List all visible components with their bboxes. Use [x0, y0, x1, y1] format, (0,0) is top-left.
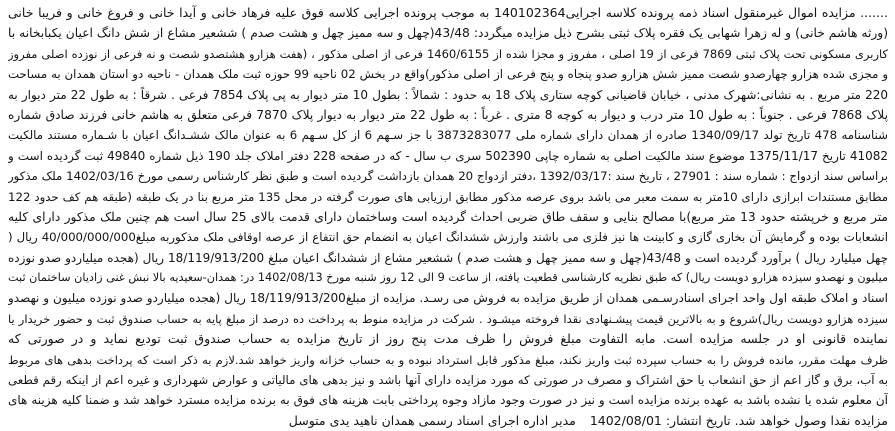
notice-line: شناسنامه 478 تاریخ تولد 1340/09/17 صادره از همدان دارای شماره ملی 3873283077 با جز سـهم 6 از کل سـهم 6 به عنوان مالک ششـدانگ اعیان با شـماره مستند مالکیت — [8, 128, 888, 143]
notice-line: 41082 تاریخ 1375/11/17 موضوع سند مالکیت اصلی به شماره چاپی 502390 سری ب سال - که در صفحه 228 دفتر املاک جلد 190 ذیل شماره 49840 ثبت گردیده است و — [8, 148, 888, 163]
notice-closing-line — [8, 411, 888, 431]
notice-line: سیزده هزارو دویست ریال)شروع و به بالاترین قیمت پیشـنهادی نقدا فروخته میشـود . شرکت در مزایده منوط به پرداخت ده درصد از مبلغ پایه به حساب صندوق ثبت و حضور خریدار یا — [8, 311, 888, 326]
notice-line: چهل میلیارد ریال ) برآورد گردیده است و 43/48(چهل و سه ممیز چهل و هشت صدم ) ششعیر مشاع از ششدانگ اعیان مبلغ 18/119/913/200 ریال (هجده میلیاردو صدو نوزده — [8, 250, 888, 265]
notice-line: نماینده قانونی او در جلسه مزایده است. مابه التفاوت مبلغ فروش را ظرف مدت پنج روز از تاریخ مزایده به حساب صندوق ثبت تودیع نماید و در صورتی که — [8, 331, 888, 347]
notice-line: مطابق مستندات ابرازی دارای 10متر به سمت معبر می باشد بروی عرصه مذکور مطابق ارزیابی های صورت گرفته در محل 135 متر مربع بنا در یک طبقه (طبقه هم کف حدود 122 — [8, 189, 888, 204]
notice-line: پلاک 7868 فرعی . جنوباً : به طول 10 متر درب و دیوار به کوچه 8 متری . غرباً : به طول 22 متر دیوار به دیوار پلاک 7870 فرعی متعلق به هاشم خانی فرزند صادق شماره — [8, 107, 888, 122]
publication-date-text: مزایده نقدا وصول خواهد شد. تاریخ انتشار: 1402/08/01 — [589, 412, 888, 428]
notice-line: آن معلوم شده یا نشده باشد به عهده برنده مزایده است و نیز در صورت وجود مازاد وجوه پرداختی بابت هزینه های فوق به برنده مزایده مسترد خواهد شد و ضمنا کلیه هزینه های — [8, 393, 888, 408]
notice-line: به آب، برق و گاز اعم از حق انشعاب یا حق اشتراک و مصرف در صورتی که مورد مزایده دارای آنها باشد و نیز بدهی های مالیاتی و عوارض شهرداری و غیره اعم از اینکه رقم قطعی — [8, 373, 888, 388]
notice-line: 220 متر مربع . به نشانی:شهرک مدنی ، خیابان قاضیانی کوچه ستاری پلاک 18 به حدود : شمالاً : بطول 10 متر دیوار به پی پلاک 7854 فرعی . شرقاً : به طول 22 متر دیوار به — [8, 87, 888, 102]
notice-line: و مجزی شده هزارو چهارصدو شصت ممیز شش هزارو صدو پنجاه و پنج فرعی از اصلی مذکور)واقع در بخش 02 ناحیه 99 حوزه ثبت ملک همدان - ناحیه دو استان همدان به مساحت — [8, 67, 888, 82]
notice-line: کاربری مسکونی تحت پلاک ثبتی 7869 فرعی از 19 اصلی ، مفروز و مجزا شده از 1460/6155 فرعی از اصلی مذکور ، (هفت هزارو هشتصدو شصت و نه فرعی از نوزده اصلی مفروز — [8, 46, 888, 61]
notice-line: میلیون و نهصدو سیزده هزارو دویست ریال) که طبق نظریه کارشناسی قطعیت یافته، از ساعت 9 الی 12 روز شنبه مورخ 1402/08/13 در: همدان-سعیدیه بالا نبش غنی زادیان ساختمان ثبت — [8, 271, 888, 285]
notice-line: متر مربع و خرپشته حدود 13 متر مربع)با مصالح بنایی و سقف طاق ضربی احداث گردیده است وساختمان دارای قدمت بالای 25 سال است هم چنین ملک مذکور دارای کلیه — [8, 209, 888, 224]
notice-line: براساس سند ازدواج : شماره سند : 27901 ، تاریخ سند :1392/03/17 ،دفتر ازدواج 20 همدان بازداشت گردیده است و طبق نظر کارشناس رسمی مورخ 1402/03/16 ملک مذکور — [8, 169, 888, 184]
notice-line: انشعابات بوده و گرمایش آن بخاری گازی و کابینت ها نیز فلزی می باشند وارزش ششدانگ اعیان به انضمام حق انتفاع از عرصه اوقافی ملک مذکوربه مبلغ40/000/000/000 ریال ( — [8, 230, 888, 245]
signature-text: مدیر اداره اجرای اسناد رسمی همدان ناهید یدی متوسل — [288, 412, 576, 428]
notice-heading-line: ....... مزایده اموال غیرمنقول اسناد ذمه پرونده کلاسه اجرایی140102364 به موجب پرونده اجرایی کلاسه فوق علیه فرهاد خانی و آیدا خانی و فروغ خانی و فریبا خانی — [8, 5, 888, 20]
notice-line: ظرف مهلت مقرر، مانده فروش را به حساب سپرده ثبت واریز نکند، مبلغ مذکور قابل استرداد نبوده و به حساب خزانه واریز خواهد شد.لازم به ذکر است که پرداخت بدهی های مربوط — [8, 352, 888, 367]
notice-line: (ورثه هاشم خانی) و له زهرا شهابی یک فقره پلاک ثبتی بشرح ذیل مزایده میگردد: 43/48(چهل و سه ممیز چهل و هشت صدم ) ششعیر مشاع از شش دانگ اعیان یکبابخانه با — [8, 26, 888, 41]
notice-line: اسناد و املاک طبقه اول واحد اجرای اسنادرسـمی همدان از طریق مزایده به فروش می رسـد. مزایده از مبلغ18/119/913/200 ریال (هجده میلیاردو صدو نوزده میلیون و نهصدو — [8, 291, 888, 306]
